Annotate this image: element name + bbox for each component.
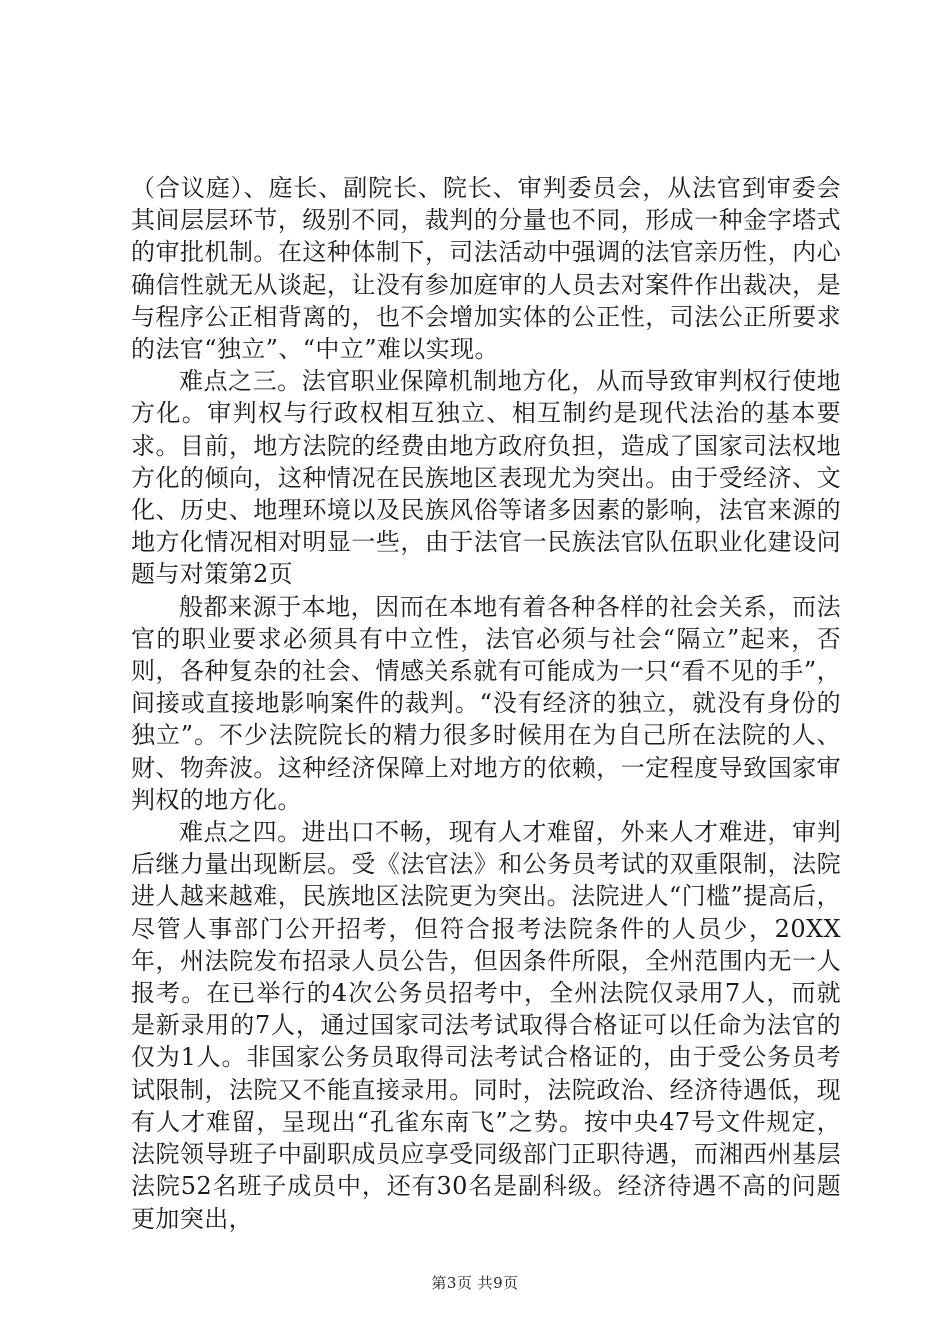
page-number-label: 第3页 共9页 [431, 1274, 519, 1292]
paragraph-difficulty-four: 难点之四。进出口不畅，现有人才难留，外来人才难进，审判后继力量出现断层。受《法官法》和公务员考试的双重限制，法院进人越来越难，民族地区法院更为突出。法院进人“门槛”提高后，尽管人事部门公开招考，但符合报考法院条件的人员少，20XX年，州法院发布招录人员公告，但因条件所限，全州范围内无一人报考。在已举行的4次公务员招考中，全州法院仅录用7人，而就是新录用的7人，通过国家司法考试取得合格证可以任命为法官的仅为1人。非国家公务员取得司法考试合格证的，由于受公务员考试限制，法院又不能直接录用。同时，法院政治、经济待遇低，现有人才难留，呈现出“孔雀东南飞”之势。按中央47号文件规定，法院领导班子中副职成员应享受同级部门正职待遇，而湘西州基层法院52名班子成员中，还有30名是副科级。经济待遇不高的问题更加突出， [131, 818, 841, 1233]
paragraph-court-approval-mechanism: （合议庭）、庭长、副院长、院长、审判委员会，从法官到审委会其间层层环节，级别不同，裁判的分量也不同，形成一种金字塔式的审批机制。在这种体制下，司法活动中强调的法官亲历性，内心确信性就无从谈起，让没有参加庭审的人员去对案件作出裁决，是与程序公正相背离的，也不会增加实体的公正性，司法公正所要求的法官“独立”、“中立”难以实现。 [131, 174, 841, 364]
document-body [131, 172, 841, 1235]
page-footer [0, 1272, 950, 1293]
paragraph-difficulty-three: 难点之三。法官职业保障机制地方化，从而导致审判权行使地方化。审判权与行政权相互独立、相互制约是现代法治的基本要求。目前，地方法院的经费由地方政府负担，造成了国家司法权地方化的倾向，这种情况在民族地区表现尤为突出。由于受经济、文化、历史、地理环境以及民族风俗等诸多因素的影响，法官来源的地方化情况相对明显一些，由于法官一民族法官队伍职业化建设问题与对策第2页 [131, 367, 841, 589]
paragraph-judge-local-relations: 般都来源于本地，因而在本地有着各种各样的社会关系，而法官的职业要求必须具有中立性，法官必须与社会“隔立”起来，否则，各种复杂的社会、情感关系就有可能成为一只“看不见的手”，间接或直接地影响案件的裁判。“没有经济的独立，就没有身份的独立”。不少法院院长的精力很多时候用在为自己所在法院的人、财、物奔波。这种经济保障上对地方的依赖，一定程度导致国家审判权的地方化。 [131, 592, 841, 814]
